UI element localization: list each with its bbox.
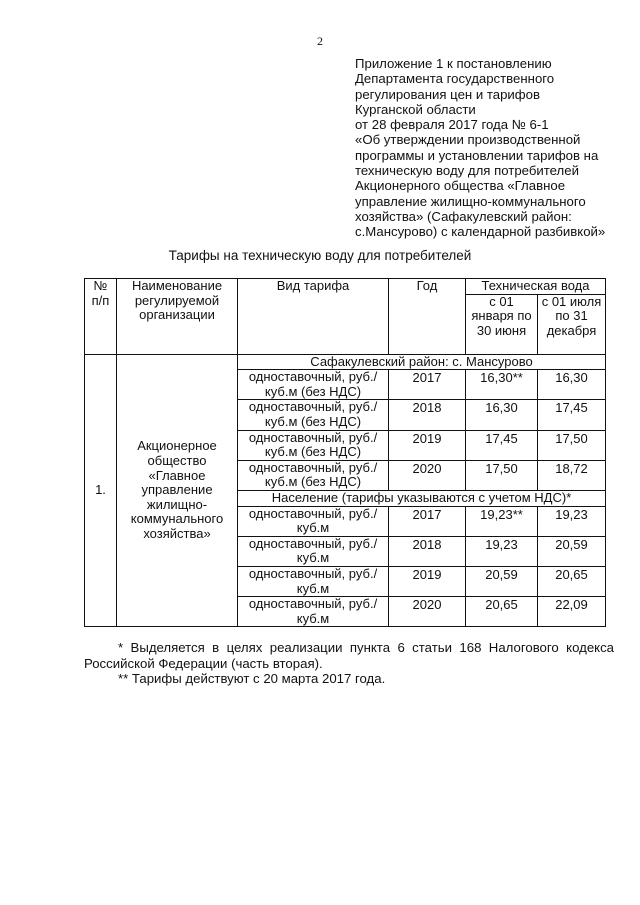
header-water: Техническая вода [466,279,606,295]
period-1-cell: 19,23 [466,536,538,566]
period-1-cell: 16,30** [466,370,538,400]
period-2-cell: 19,23 [538,506,606,536]
header-num: № п/п [85,279,117,355]
tariff-table [84,278,606,627]
appendix-line: регулирования цен и тарифов [355,86,540,102]
year-cell: 2020 [389,460,466,490]
tariff-type-cell: одноставочный, руб./куб.м [238,536,389,566]
tariff-type-cell: одноставочный, руб./куб.м (без НДС) [238,430,389,460]
appendix-line: с.Мансурово) с календарной разбивкой» [355,224,606,240]
footnotes [84,640,614,687]
period-2-cell: 18,72 [538,460,606,490]
period-2-cell: 20,65 [538,566,606,596]
appendix-line: программы и установлении тарифов на [355,147,599,163]
year-cell: 2018 [389,400,466,430]
period-1-cell: 20,59 [466,566,538,596]
organization-name: Акционерное общество «Главное управление жилищно-коммунального хозяйства» [117,354,238,627]
period-1-cell: 17,50 [466,460,538,490]
appendix-line: Курганской области [355,101,476,117]
period-1-cell: 20,65 [466,597,538,627]
year-cell: 2019 [389,566,466,596]
header-year: Год [389,279,466,355]
tariff-type-cell: одноставочный, руб./куб.м (без НДС) [238,370,389,400]
year-cell: 2017 [389,370,466,400]
period-2-cell: 17,45 [538,400,606,430]
period-1-cell: 17,45 [466,430,538,460]
appendix-header [355,56,625,240]
year-cell: 2020 [389,597,466,627]
tariff-type-cell: одноставочный, руб./куб.м (без НДС) [238,460,389,490]
appendix-line: управление жилищно-коммунального [355,193,586,209]
footnote-effective-date: ** Тарифы действуют с 20 марта 2017 года. [118,671,386,686]
appendix-line: хозяйства» (Сафакулевский район: [355,208,572,224]
row-number: 1. [85,354,117,627]
table-title: Тарифы на техническую воду для потребителей [168,248,472,263]
tariff-type-cell: одноставочный, руб./куб.м [238,597,389,627]
year-cell: 2017 [389,506,466,536]
section-heading: Сафакулевский район: с. Мансурово [238,354,606,370]
appendix-line: Приложение 1 к постановлению [355,56,552,71]
appendix-line: Департамента государственного [355,71,555,87]
year-cell: 2019 [389,430,466,460]
tariff-type-cell: одноставочный, руб./куб.м (без НДС) [238,400,389,430]
period-1-cell: 19,23** [466,506,538,536]
period-1-cell: 16,30 [466,400,538,430]
appendix-line: Акционерного общества «Главное [355,178,566,194]
header-period-2: с 01 июля по 31 декабря [538,294,606,354]
period-2-cell: 16,30 [538,370,606,400]
appendix-line: техническую воду для потребителей [355,163,579,179]
period-2-cell: 17,50 [538,430,606,460]
header-period-1: с 01 января по 30 июня [466,294,538,354]
section-heading: Население (тарифы указываются с учетом НДС)* [238,490,606,506]
appendix-line: от 28 февраля 2017 года № 6-1 [355,117,549,133]
appendix-line: «Об утверждении производственной [355,132,581,148]
year-cell: 2018 [389,536,466,566]
page-number: 2 [317,34,323,48]
period-2-cell: 22,09 [538,597,606,627]
tariff-type-cell: одноставочный, руб./куб.м [238,506,389,536]
footnote-vat: * Выделяется в целях реализации пункта 6 статьи 168 Налогового кодекса Российской Федерации (часть вторая). [84,640,614,671]
period-2-cell: 20,59 [538,536,606,566]
header-org: Наименование регулируемой организации [117,279,238,355]
header-tariff-type: Вид тарифа [238,279,389,355]
tariff-type-cell: одноставочный, руб./куб.м [238,566,389,596]
